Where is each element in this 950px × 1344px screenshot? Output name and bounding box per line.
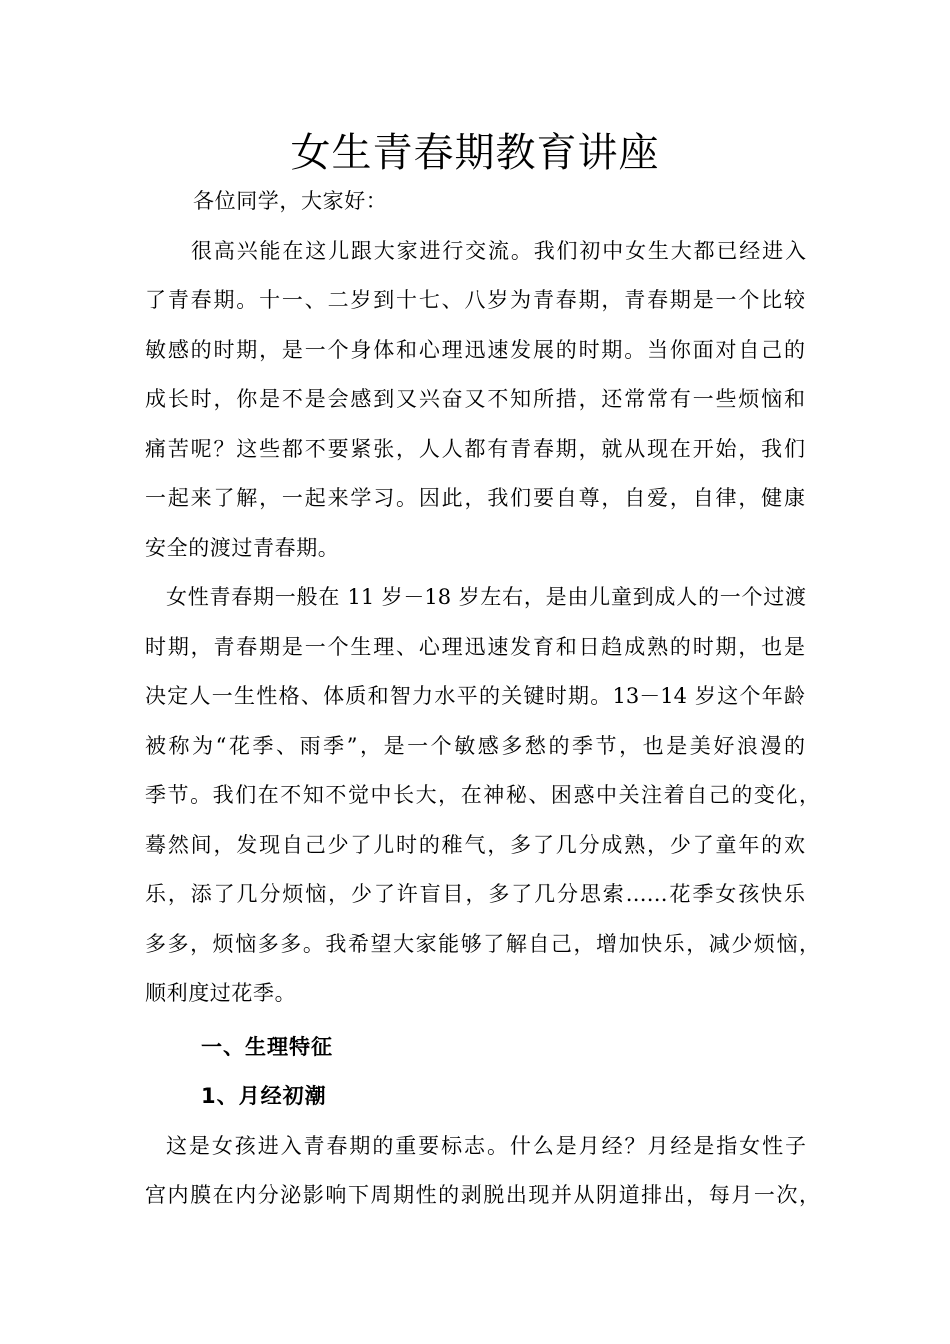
greeting: 各位同学，大家好：: [193, 189, 388, 213]
paragraph-line: 这是女孩进入青春期的重要标志。什么是月经？月经是指女性子: [166, 1134, 806, 1158]
paragraph-line: 一起来了解，一起来学习。因此，我们要自尊，自爱，自律，健康: [145, 486, 805, 510]
paragraph-line: 顺利度过花季。: [145, 981, 297, 1005]
paragraph-line: 被称为“花季、雨季”，是一个敏感多愁的季节，也是美好浪漫的: [145, 734, 805, 758]
paragraph-line: 敏感的时期，是一个身体和心理迅速发展的时期。当你面对自己的: [145, 338, 805, 362]
page-title: 女生青春期教育讲座: [290, 130, 660, 176]
paragraph-line: 安全的渡过青春期。: [145, 536, 340, 560]
paragraph-line: 了青春期。十一、二岁到十七、八岁为青春期，青春期是一个比较: [145, 288, 805, 312]
paragraph-line: 宫内膜在内分泌影响下周期性的剥脱出现并从阴道排出，每月一次，: [145, 1183, 820, 1207]
paragraph-line: 时期，青春期是一个生理、心理迅速发育和日趋成熟的时期，也是: [145, 635, 805, 659]
paragraph-line: 乐，添了几分烦恼，少了许盲目，多了几分思索……花季女孩快乐: [145, 882, 805, 906]
subsection-heading: 1、月经初潮: [201, 1084, 327, 1108]
paragraph-line: 痛苦呢？这些都不要紧张，人人都有青春期，就从现在开始，我们: [145, 437, 805, 461]
paragraph-line: 成长时，你是不是会感到又兴奋又不知所措，还常常有一些烦恼和: [145, 387, 805, 411]
section-heading: 一、生理特征: [201, 1035, 333, 1059]
paragraph-line: 决定人一生性格、体质和智力水平的关键时期。13－14 岁这个年龄: [145, 684, 805, 708]
paragraph-line: 女性青春期一般在 11 岁－18 岁左右，是由儿童到成人的一个过渡: [166, 585, 806, 609]
paragraph-line: 季节。我们在不知不觉中长大，在神秘、困惑中关注着自己的变化，: [145, 783, 820, 807]
paragraph-line: 很高兴能在这儿跟大家进行交流。我们初中女生大都已经进入: [191, 239, 806, 263]
paragraph-line: 蓦然间，发现自己少了儿时的稚气，多了几分成熟，少了童年的欢: [145, 833, 805, 857]
paragraph-line: 多多，烦恼多多。我希望大家能够了解自己，增加快乐，减少烦恼，: [145, 932, 820, 956]
